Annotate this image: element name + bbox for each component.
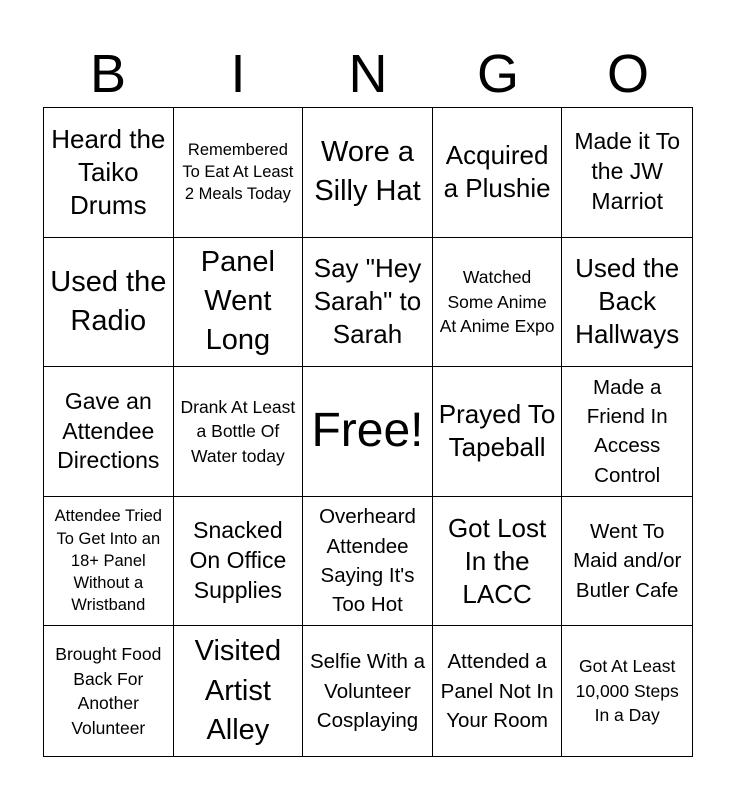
bingo-cell[interactable]	[303, 238, 433, 368]
bingo-cell[interactable]	[44, 626, 174, 756]
cell-label: Made a Friend In Access Control	[586, 375, 668, 487]
bingo-cell[interactable]	[562, 108, 692, 238]
cell-label: Used the Radio	[50, 265, 167, 337]
bingo-cell[interactable]	[174, 497, 304, 627]
cell-label: Went To Maid and/or Butler Cafe	[573, 520, 682, 602]
header-letter-o: O	[606, 44, 649, 104]
cell-label: Drank At Least a Bottle Of Water today	[180, 396, 296, 466]
bingo-cell[interactable]	[562, 367, 692, 497]
cell-label: Got At Least 10,000 Steps In a Day	[575, 656, 679, 726]
cell-label: Got Lost In the LACC	[447, 512, 547, 609]
header-letter-n: N	[348, 44, 388, 104]
cell-label: Acquired a Plushie	[443, 140, 551, 204]
bingo-cell[interactable]	[433, 626, 563, 756]
bingo-cell[interactable]	[44, 367, 174, 497]
cell-label: Prayed To Tapeball	[438, 399, 556, 463]
bingo-cell[interactable]	[562, 238, 692, 368]
cell-label: Visited Artist Alley	[194, 635, 282, 746]
bingo-cell[interactable]	[174, 367, 304, 497]
cell-label: Made it To the JW Marriot	[574, 128, 681, 215]
header-letter-b: B	[89, 44, 127, 104]
bingo-cell[interactable]	[433, 497, 563, 627]
bingo-cell[interactable]	[174, 238, 304, 368]
bingo-cell[interactable]	[174, 626, 304, 756]
cell-label: Attendee Tried To Get Into an 18+ Panel Without a Wristband	[54, 507, 162, 615]
bingo-cell[interactable]	[433, 367, 563, 497]
cell-label: Heard the Taiko Drums	[51, 123, 166, 220]
bingo-cell[interactable]	[44, 108, 174, 238]
free-space-cell[interactable]	[303, 367, 433, 497]
header-letter-g: G	[476, 44, 519, 104]
bingo-cell[interactable]	[174, 108, 304, 238]
cell-label: Selfie With a Volunteer Cosplaying	[309, 650, 426, 732]
cell-label: Snacked On Office Supplies	[189, 517, 287, 604]
bingo-cell[interactable]	[303, 626, 433, 756]
cell-label: Attended a Panel Not In Your Room	[440, 650, 554, 732]
cell-label: Brought Food Back For Another Volunteer	[55, 644, 162, 738]
bingo-cell[interactable]	[562, 497, 692, 627]
bingo-board	[43, 107, 693, 757]
cell-label: Watched Some Anime At Anime Expo	[439, 267, 555, 337]
cell-label: Overheard Attendee Saying It's Too Hot	[319, 505, 416, 617]
bingo-cell[interactable]	[44, 497, 174, 627]
free-space-label: Free!	[311, 404, 424, 458]
cell-label: Used the Back Hallways	[575, 253, 680, 350]
bingo-cell[interactable]	[303, 497, 433, 627]
bingo-cell[interactable]	[562, 626, 692, 756]
bingo-cell[interactable]	[433, 108, 563, 238]
bingo-cell[interactable]	[44, 238, 174, 368]
bingo-header	[43, 40, 693, 108]
cell-label: Say "Hey Sarah" to Sarah	[313, 253, 422, 350]
bingo-cell[interactable]	[433, 238, 563, 368]
cell-label: Panel Went Long	[200, 246, 275, 357]
bingo-cell[interactable]	[303, 108, 433, 238]
header-letter-i: I	[230, 44, 246, 104]
cell-label: Wore a Silly Hat	[314, 136, 421, 208]
cell-label: Gave an Attendee Directions	[57, 387, 160, 474]
cell-label: Remembered To Eat At Least 2 Meals Today	[182, 140, 294, 204]
